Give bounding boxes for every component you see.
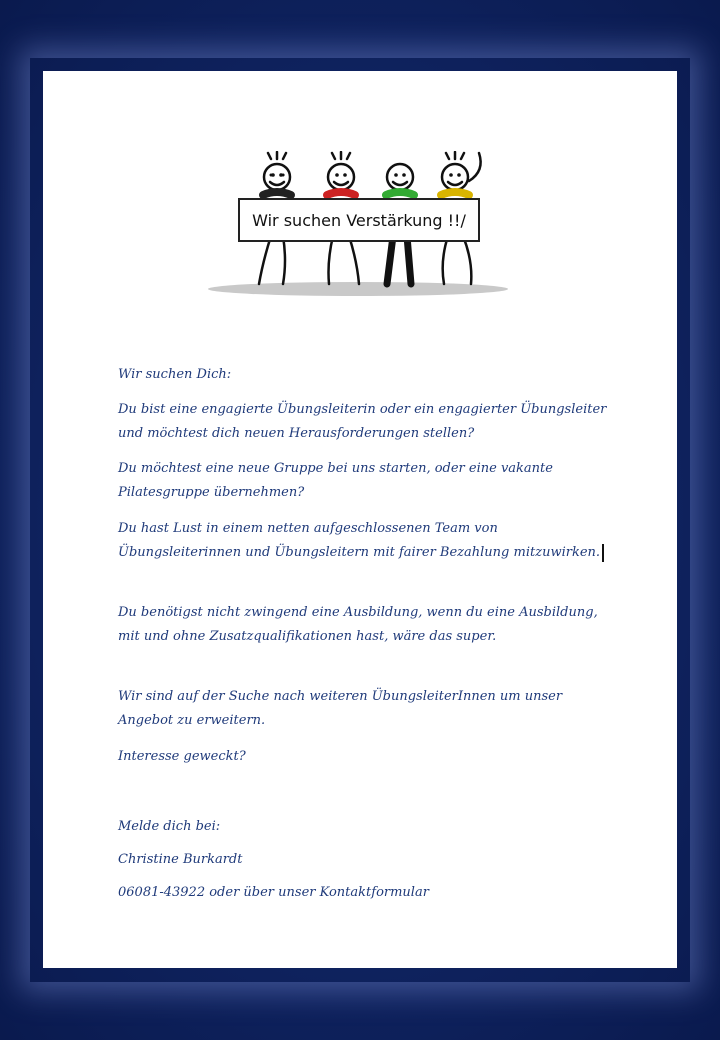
text-cursor xyxy=(602,544,604,562)
paragraph-new-group: Du möchtest eine neue Gruppe bei uns starten, oder eine vakante Pilatesgruppe übernehmen? xyxy=(118,461,553,500)
paragraph-training: Du benötigst nicht zwingend eine Ausbildung, wenn du eine Ausbildung, mit und ohne Zusatzqualifikationen hast, wäre das super. xyxy=(118,605,598,644)
paragraph-search: Wir sind auf der Suche nach weiteren ÜbungsleiterInnen um unser Angebot zu erweitern. xyxy=(118,689,563,728)
contact-name: Christine Burkardt xyxy=(118,852,243,867)
paragraph-team-text: Du hast Lust in einem netten aufgeschlossenen Team von Übungsleiterinnen und Übungsleitern mit fairer Bezahlung mitzuwirken. xyxy=(118,521,601,560)
banner-sign-text: Wir suchen Verstärkung !!/ xyxy=(252,211,466,230)
contact-intro: Melde dich bei: xyxy=(118,819,221,834)
contact-phone-line: 06081-43922 oder über unser Kontaktformular xyxy=(118,885,429,900)
paragraph-engaged-trainer: Du bist eine engagierte Übungsleiterin oder ein engagierter Übungsleiter und möchtest dich neuen Herausforderungen stellen? xyxy=(118,402,607,441)
paragraph-team xyxy=(118,517,618,565)
paragraph-intro: Wir suchen Dich: xyxy=(118,367,232,382)
stick-figures-banner-illustration xyxy=(193,151,523,301)
paragraph-interest: Interesse geweckt? xyxy=(118,749,246,764)
document-page xyxy=(43,71,677,968)
